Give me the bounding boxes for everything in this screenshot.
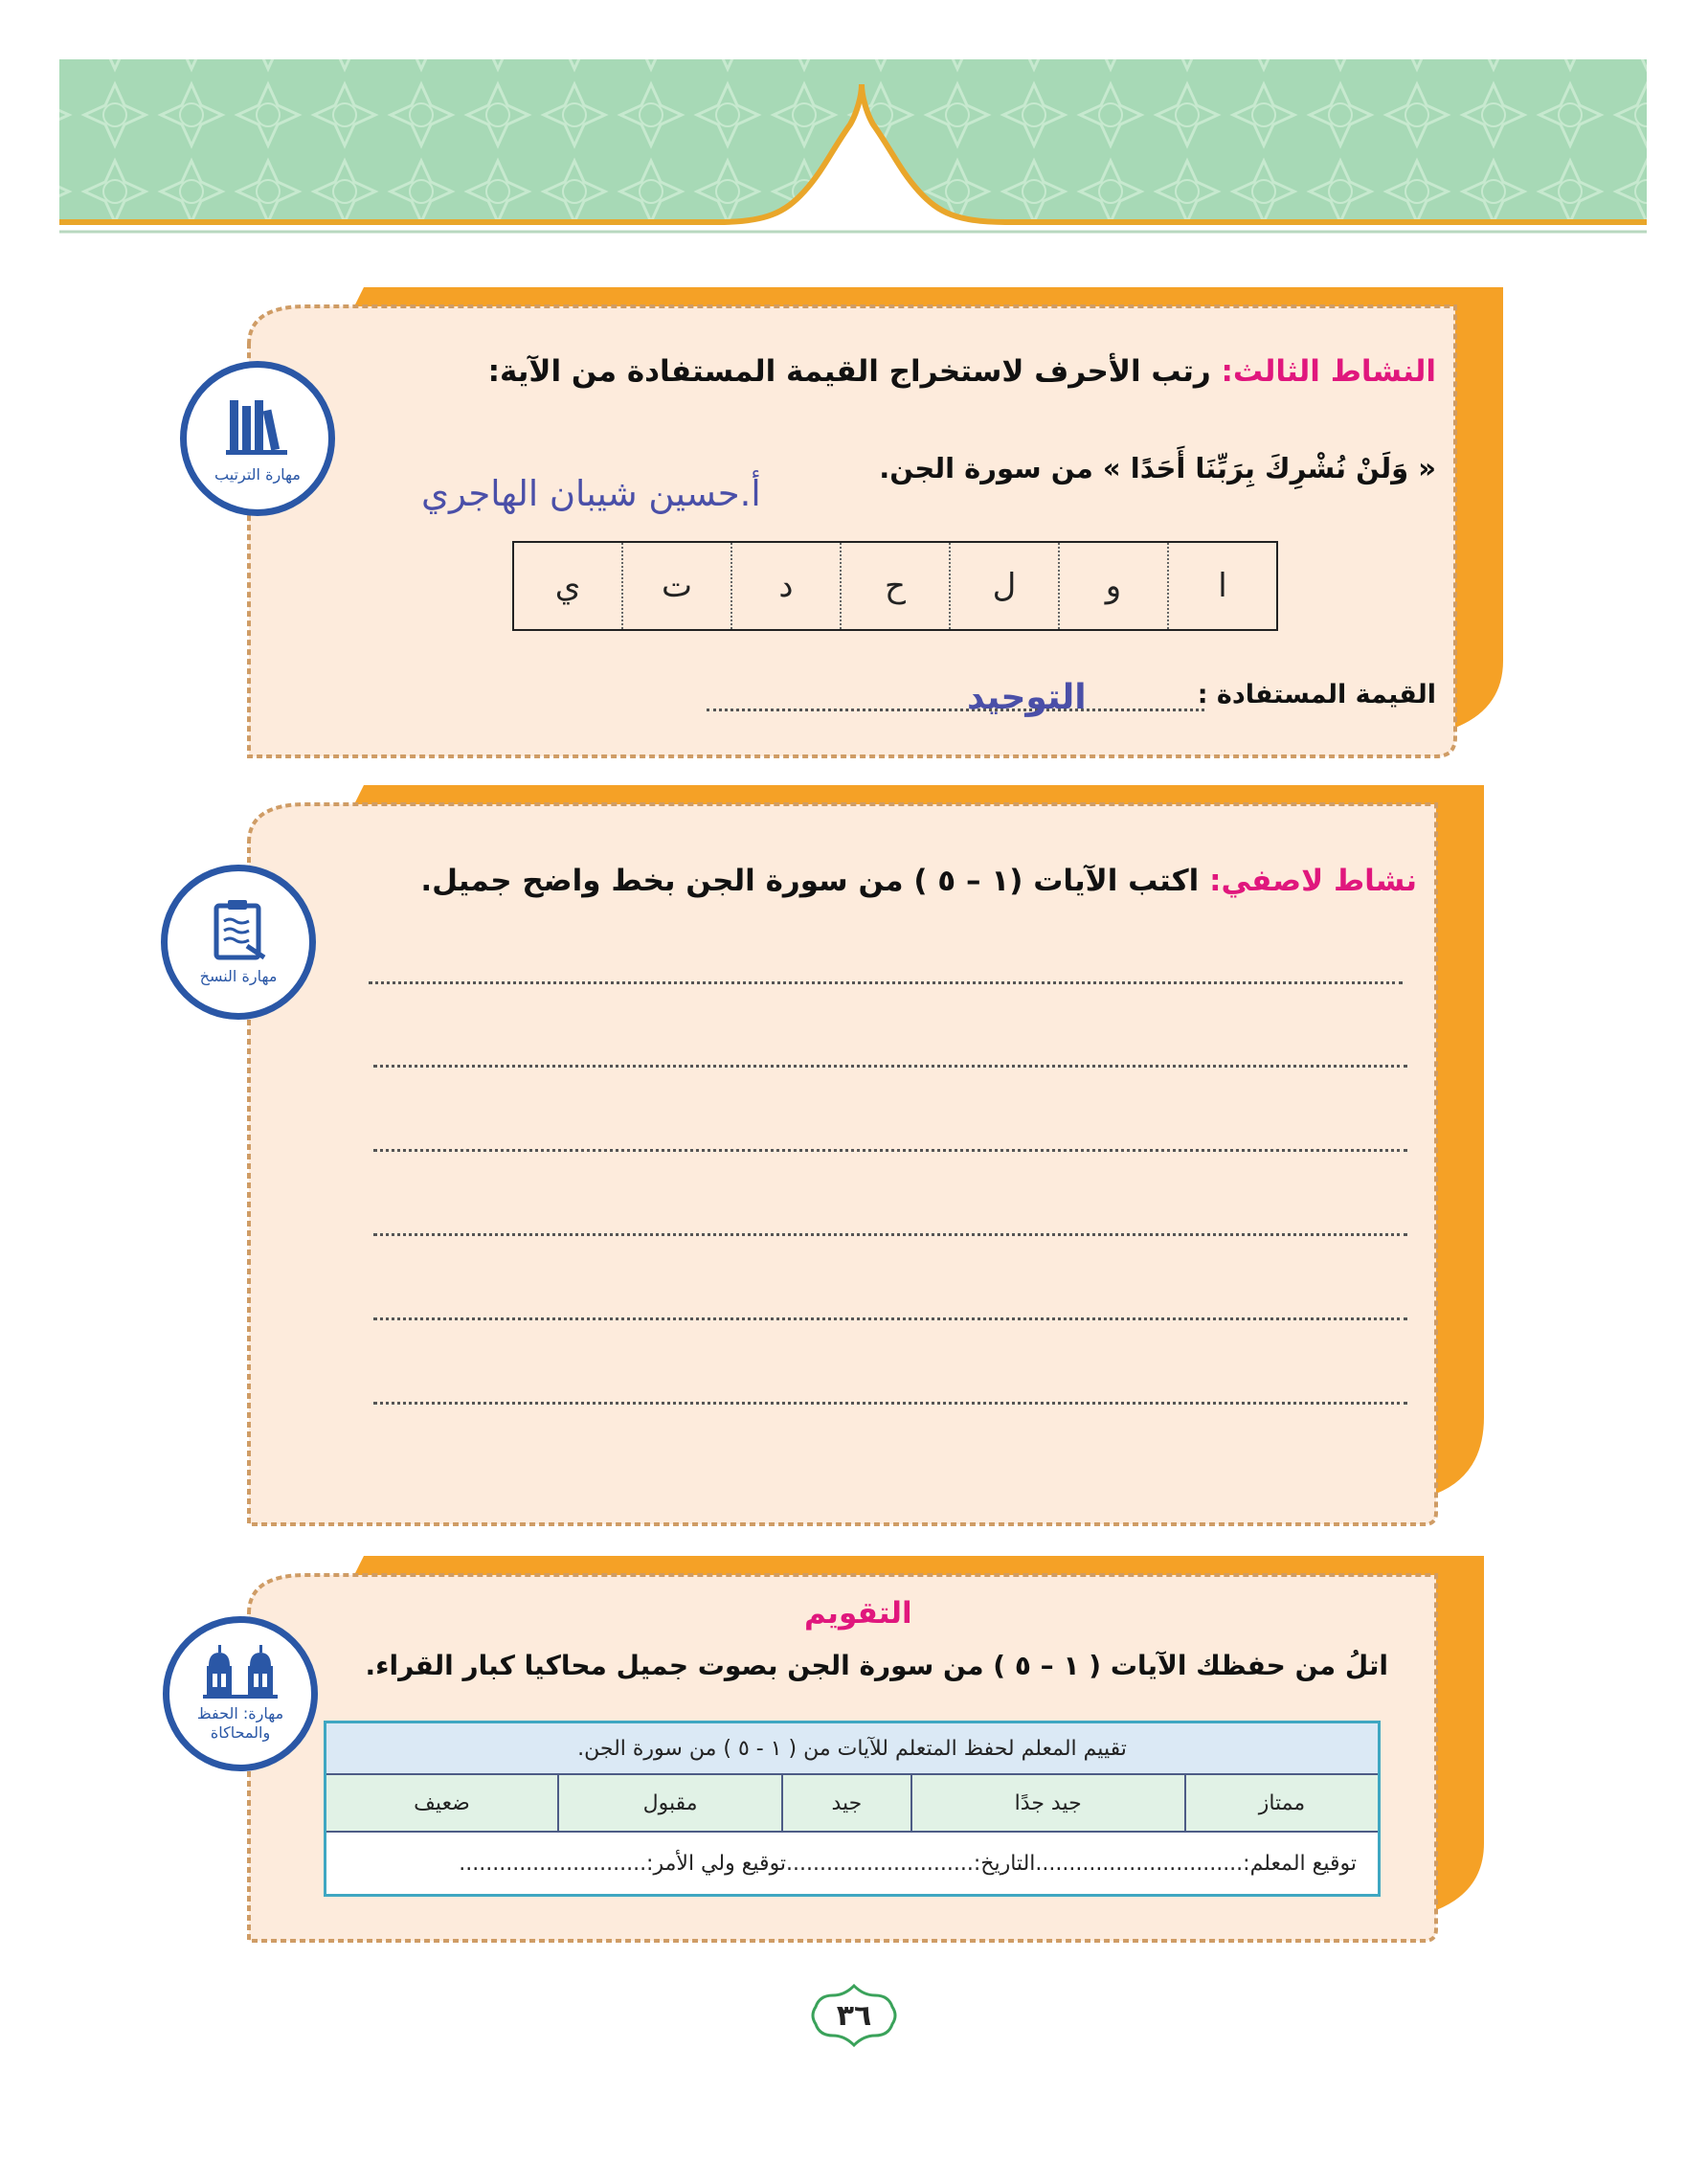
benefit-answer: التوحيد bbox=[967, 678, 1087, 717]
memorization-skill-label bbox=[197, 1704, 283, 1743]
signature-line[interactable]: توقيع المعلم:...............................التاريخ:............................توقيع ولي الأمر:............................ bbox=[326, 1832, 1380, 1896]
memorization-skill-badge bbox=[163, 1616, 318, 1771]
grade-option-excellent[interactable]: ممتاز bbox=[1185, 1774, 1380, 1832]
memorization-skill-label-line2: والمحاكاة bbox=[210, 1723, 271, 1742]
homework-panel bbox=[239, 785, 1494, 1532]
letter-cell: ا bbox=[1168, 542, 1277, 630]
grade-option-good[interactable]: جيد bbox=[782, 1774, 910, 1832]
letter-cell: ت bbox=[622, 542, 731, 630]
grade-option-weak[interactable]: ضعيف bbox=[326, 1774, 559, 1832]
grade-option-very-good[interactable]: جيد جدًا bbox=[911, 1774, 1185, 1832]
quran-verse: « وَلَنْ نُشْرِكَ بِرَبِّنَا أَحَدًا » من سورة الجن. bbox=[879, 452, 1436, 484]
letter-cell: و bbox=[1059, 542, 1168, 630]
ordering-skill-badge bbox=[180, 361, 335, 516]
ordering-skill-label: مهارة الترتيب bbox=[214, 465, 301, 484]
grade-table-header: تقييم المعلم لحفظ المتعلم للآيات من ( ١ - ٥ ) من سورة الجن. bbox=[326, 1722, 1380, 1775]
copying-skill-badge bbox=[161, 865, 316, 1020]
clipboard-icon bbox=[209, 898, 268, 961]
writing-line[interactable] bbox=[373, 1149, 1407, 1152]
activity3-panel bbox=[239, 287, 1513, 766]
memorization-skill-label-line1: مهارة: الحفظ bbox=[196, 1704, 284, 1722]
header-banner bbox=[0, 0, 1708, 249]
writing-line[interactable] bbox=[373, 1317, 1407, 1320]
author-stamp: أ.حسين شيبان الهاجري bbox=[421, 473, 761, 514]
grade-option-acceptable[interactable]: مقبول bbox=[558, 1774, 782, 1832]
letter-cell: ل bbox=[950, 542, 1059, 630]
homework-title-text: اكتب الآيات (١ – ٥ ) من سورة الجن بخط واضح جميل. bbox=[420, 864, 1200, 898]
activity3-title-text: رتب الأحرف لاستخراج القيمة المستفادة من الآية: bbox=[487, 354, 1211, 389]
letter-cell: ح bbox=[841, 542, 950, 630]
writing-line[interactable] bbox=[373, 1233, 1407, 1236]
evaluation-instruction: اتلُ من حفظك الآيات ( ١ – ٥ ) من سورة الجن بصوت جميل محاكيا كبار القراء. bbox=[365, 1650, 1388, 1681]
evaluation-panel bbox=[239, 1556, 1494, 1948]
mosque-icon bbox=[201, 1645, 280, 1699]
writing-line[interactable] bbox=[373, 1402, 1407, 1405]
writing-line[interactable] bbox=[373, 1065, 1407, 1068]
activity3-title-prefix: النشاط الثالث: bbox=[1221, 354, 1436, 389]
page-number-text: ٣٦ bbox=[836, 1998, 872, 2033]
letter-cell: د bbox=[731, 542, 841, 630]
teacher-grade-table bbox=[324, 1721, 1381, 1897]
benefit-answer-line[interactable] bbox=[707, 709, 1204, 711]
homework-title bbox=[420, 864, 1417, 898]
letters-table bbox=[512, 541, 1278, 631]
page-number bbox=[806, 1982, 902, 2049]
homework-title-prefix: نشاط لاصفي: bbox=[1209, 864, 1417, 898]
evaluation-title: التقويم bbox=[804, 1596, 912, 1631]
writing-line[interactable] bbox=[369, 981, 1403, 984]
letter-cell: ي bbox=[513, 542, 622, 630]
copying-skill-label: مهارة النسخ bbox=[199, 967, 278, 985]
benefit-label: القيمة المستفادة : bbox=[1197, 680, 1436, 709]
books-icon bbox=[224, 393, 291, 460]
activity3-title bbox=[488, 354, 1436, 389]
